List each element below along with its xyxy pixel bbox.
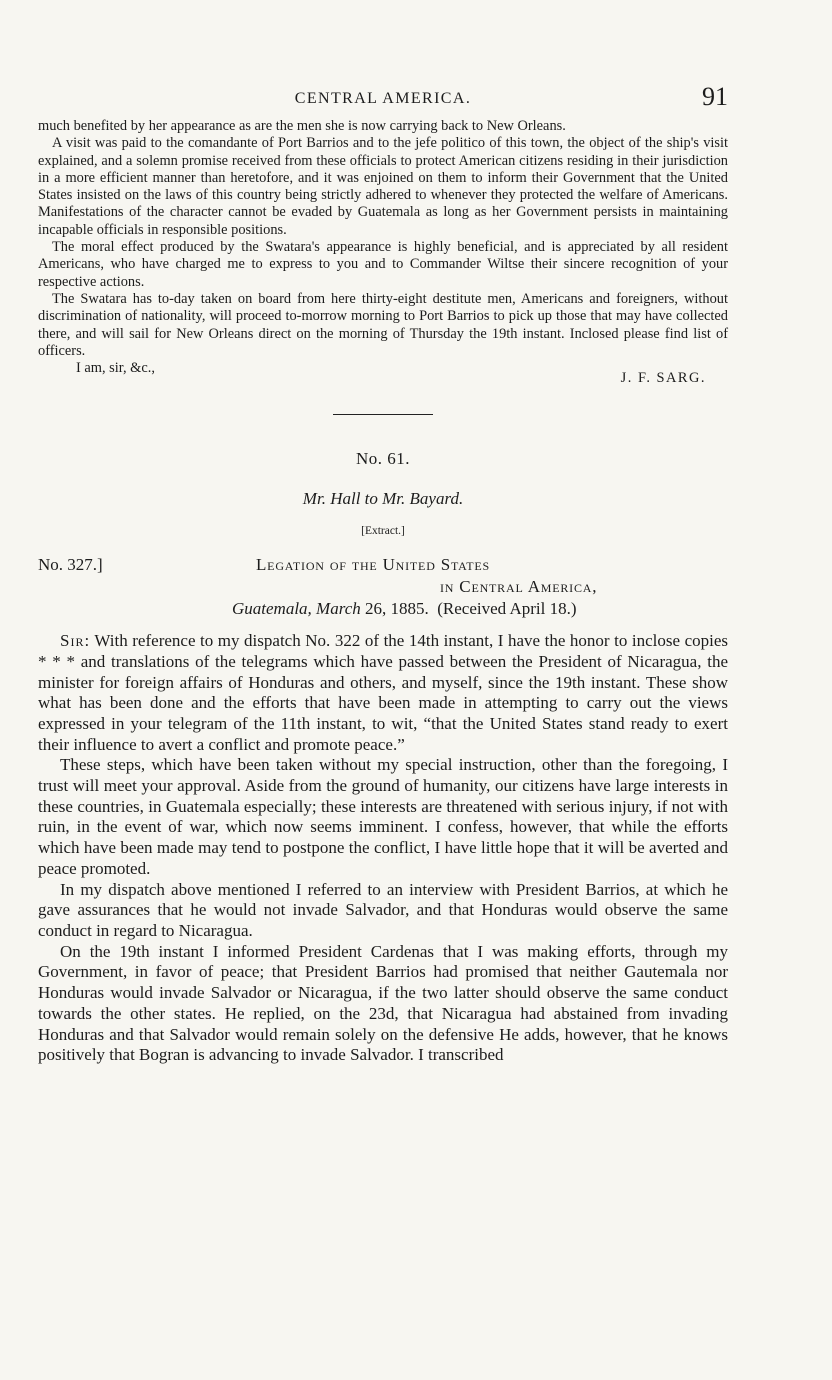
first-paragraph-text: With reference to my dispatch No. 322 of the 14th instant, I have the honor to inclose copies * * * and translations of the telegrams which have passed between the President of Nicaragua, the minister for foreign affairs of Honduras and others, and myself, since the 19th instant. These show what has been done and the efforts that have been made in attempting to carry out the views expressed in your telegram of the 11th instant, to wit, “that the United States stand ready to exert their influence to avert a conflict and promote peace.” xyxy=(38,631,728,754)
complimentary-close: I am, sir, &c., xyxy=(76,360,155,377)
dispatch-place: Guatemala, March xyxy=(232,599,361,619)
legation-line-2: in Central America, xyxy=(440,577,598,597)
section-divider xyxy=(333,414,433,415)
body-paragraph: These steps, which have been taken without my special instruction, other than the foregoing, I trust will meet your approval. Aside from the ground of humanity, our citizens have large interests in these countries, in Guatemala especially; these interests are threatened with serious injury, if not with ruin, in the event of war, which now seems imminent. I confess, however, that while the efforts which have been made may tend to postpone the conflict, I have little hope that it will be averted and peace promoted. xyxy=(38,755,728,878)
received-date: (Received April 18.) xyxy=(437,599,577,619)
legation-line-1: Legation of the United States xyxy=(256,555,490,575)
dispatch-date: 26, 1885. xyxy=(360,599,429,619)
document-page xyxy=(38,78,728,1066)
dispatch-number: No. 327.] xyxy=(38,555,103,575)
body-paragraph xyxy=(38,631,728,755)
dispatch-heading xyxy=(38,555,728,631)
extract-label: [Extract.] xyxy=(361,525,405,538)
document-number: No. 61. xyxy=(355,449,411,469)
continuation-paragraph: much benefited by her appearance as are the men she is now carrying back to New Orleans. xyxy=(38,118,566,134)
body-paragraph: In my dispatch above mentioned I referred to an interview with President Barrios, at which he gave assurances that he would not invade Salvador, and that Honduras would observe the same conduct in regard to Nicaragua. xyxy=(38,879,728,940)
page-header xyxy=(38,78,728,118)
dispatch-body xyxy=(38,631,728,1066)
continuation-paragraph: The Swatara has to-day taken on board from here thirty-eight destitute men, Americans and foreigners, without discrimination of nationality, will proceed to-morrow morning to Port Barrios to pick up those that may have collected there, and will sail for New Orleans direct on the morning of Thursday the 19th instant. Inclosed please find list of officers. xyxy=(38,290,728,359)
previous-letter-continuation xyxy=(38,118,728,386)
letter-closing xyxy=(38,360,728,386)
body-paragraph: On the 19th instant I informed President Cardenas that I was making efforts, through my Government, in favor of peace; that President Barrios had promised that neither Gautemala nor Honduras would invade Salvador or Nicaragua, if the two latter should observe the same conduct towards the other states. He replied, on the 23d, that Nicaragua had abstained from invading Honduras and that Salvador would remain solely on the defensive He adds, however, that he knows positively that Bogran is advancing to invade Salvador. I transcribed xyxy=(38,941,728,1065)
page-number: 91 xyxy=(702,82,728,111)
running-head: CENTRAL AMERICA. xyxy=(294,90,472,107)
salutation: Sir: xyxy=(60,631,91,651)
continuation-paragraph: The moral effect produced by the Swatara's appearance is highly beneficial, and is appreciated by all resident Americans, who have charged me to express to you and to Commander Wiltse their sincere recognition of your respective actions. xyxy=(38,239,728,290)
document-from-to: Mr. Hall to Mr. Bayard. xyxy=(302,489,464,509)
dispatch-date-line xyxy=(232,599,577,619)
signature: J. F. SARG. xyxy=(620,370,706,387)
continuation-paragraph: A visit was paid to the comandante of Port Barrios and to the jefe politico of this town, the object of the ship's visit explained, and a solemn promise received from these officials to protect American citizens residing in their jurisdiction in a more efficient manner than heretofore, and it was enjoined on them to inform their Government that the United States insisted on the laws of this country being strictly adhered to whenever they protected the welfare of Americans. Manifestations of the character cannot be evaded by Guatemala as long as her Government persists in maintaining incapable officials in responsible positions. xyxy=(38,135,728,238)
